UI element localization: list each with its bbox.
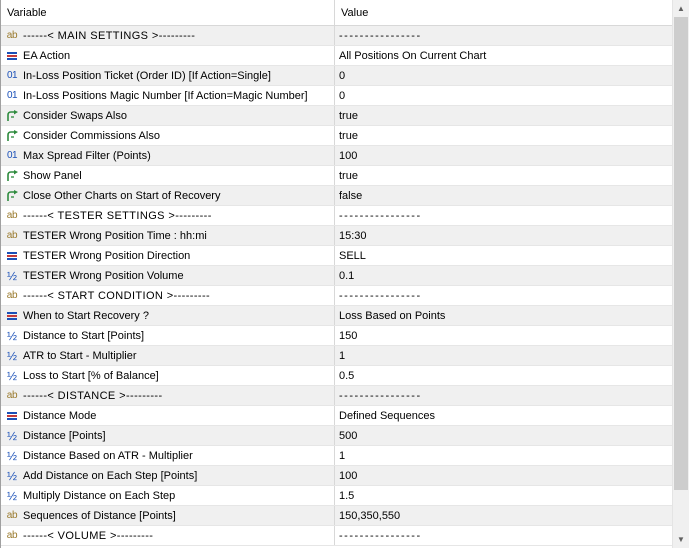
parameter-row[interactable] — [1, 246, 672, 266]
parameter-row[interactable] — [1, 406, 672, 426]
bool-type-icon — [5, 169, 19, 183]
enum-type-icon — [5, 409, 19, 423]
bool-type-icon — [5, 189, 19, 203]
parameter-value[interactable]: 100 — [339, 150, 358, 162]
string-type-icon: ab — [6, 509, 18, 521]
parameter-name: Show Panel — [23, 169, 82, 182]
parameter-value[interactable]: 100 — [339, 470, 358, 482]
parameter-name: Consider Swaps Also — [23, 109, 127, 122]
parameter-row[interactable] — [1, 46, 672, 66]
parameter-name-cell — [1, 166, 335, 185]
parameter-name-cell — [1, 466, 335, 485]
parameter-row[interactable] — [1, 146, 672, 166]
parameter-name: Consider Commissions Also — [23, 129, 160, 142]
section-separator-row[interactable] — [1, 26, 672, 46]
parameter-name: Sequences of Distance [Points] — [23, 509, 176, 522]
parameter-name: Distance Based on ATR - Multiplier — [23, 449, 193, 462]
parameter-name: Multiply Distance on Each Step — [23, 489, 176, 502]
parameter-name-cell — [1, 446, 335, 465]
integer-type-icon: 01 — [6, 149, 18, 161]
parameter-value[interactable]: true — [339, 130, 358, 142]
string-type-icon: ab — [6, 209, 18, 221]
parameter-name: ATR to Start - Multiplier — [23, 349, 137, 362]
parameter-name: When to Start Recovery ? — [23, 309, 149, 322]
vertical-scrollbar[interactable] — [672, 0, 689, 548]
parameter-name: ------< VOLUME >--------- — [23, 529, 154, 542]
parameter-row[interactable] — [1, 266, 672, 286]
parameter-name-cell — [1, 346, 335, 365]
parameter-row[interactable] — [1, 346, 672, 366]
enum-type-icon — [5, 249, 19, 263]
parameter-row[interactable] — [1, 506, 672, 526]
parameter-value[interactable]: ---------------- — [339, 30, 422, 42]
section-separator-row[interactable] — [1, 526, 672, 546]
parameter-value[interactable]: 1.5 — [339, 490, 355, 502]
parameter-name: ------< TESTER SETTINGS >--------- — [23, 209, 212, 222]
parameter-row[interactable] — [1, 166, 672, 186]
parameter-value[interactable]: 15:30 — [339, 230, 367, 242]
parameter-value[interactable]: 150,350,550 — [339, 510, 401, 522]
parameter-name: Max Spread Filter (Points) — [23, 149, 151, 162]
parameter-name-cell — [1, 66, 335, 85]
parameter-name: Distance [Points] — [23, 429, 106, 442]
parameter-value[interactable]: ---------------- — [339, 390, 422, 402]
integer-type-icon: 01 — [6, 69, 18, 81]
parameter-row[interactable] — [1, 426, 672, 446]
string-type-icon: ab — [6, 29, 18, 41]
parameter-row[interactable] — [1, 226, 672, 246]
parameter-name-cell — [1, 366, 335, 385]
bool-type-icon — [5, 109, 19, 123]
parameter-name-cell — [1, 126, 335, 145]
bool-type-icon — [5, 129, 19, 143]
parameter-value[interactable]: Loss Based on Points — [339, 310, 446, 322]
parameter-name-cell — [1, 426, 335, 445]
scroll-down-arrow-icon[interactable]: ▼ — [677, 535, 685, 544]
scroll-up-arrow-icon[interactable]: ▲ — [677, 4, 685, 13]
parameter-row[interactable] — [1, 186, 672, 206]
string-type-icon: ab — [6, 529, 18, 541]
parameter-name-cell — [1, 506, 335, 525]
parameter-name: ------< START CONDITION >--------- — [23, 289, 211, 302]
parameter-name-cell — [1, 486, 335, 505]
parameter-value[interactable]: SELL — [339, 250, 366, 262]
parameter-value[interactable]: All Positions On Current Chart — [339, 50, 487, 62]
string-type-icon: ab — [6, 289, 18, 301]
string-type-icon: ab — [6, 389, 18, 401]
parameter-row[interactable] — [1, 126, 672, 146]
parameter-name-cell — [1, 286, 335, 305]
parameter-name-cell — [1, 146, 335, 165]
parameter-name-cell — [1, 226, 335, 245]
parameter-value[interactable]: ---------------- — [339, 210, 422, 222]
parameter-name-cell — [1, 326, 335, 345]
parameter-row[interactable] — [1, 466, 672, 486]
parameter-name-cell — [1, 106, 335, 125]
parameter-value[interactable]: 1 — [339, 350, 346, 362]
parameter-value[interactable]: 1 — [339, 450, 346, 462]
parameter-row[interactable] — [1, 306, 672, 326]
parameter-value[interactable]: false — [339, 190, 363, 202]
parameter-name: TESTER Wrong Position Volume — [23, 269, 184, 282]
double-type-icon: ½ — [6, 488, 17, 503]
parameter-value[interactable]: Defined Sequences — [339, 410, 436, 422]
parameter-value[interactable]: true — [339, 170, 358, 182]
value-column-header[interactable]: Value — [341, 7, 369, 19]
parameter-name: EA Action — [23, 49, 71, 62]
parameter-name: ------< MAIN SETTINGS >--------- — [23, 29, 196, 42]
double-type-icon: ½ — [6, 428, 17, 443]
double-type-icon: ½ — [6, 448, 17, 463]
variable-column-header[interactable]: Variable — [1, 0, 335, 25]
parameter-row[interactable] — [1, 446, 672, 466]
parameter-row[interactable] — [1, 66, 672, 86]
parameter-name-cell — [1, 46, 335, 65]
parameter-row[interactable] — [1, 326, 672, 346]
parameter-name: ------< DISTANCE >--------- — [23, 389, 163, 402]
double-type-icon: ½ — [6, 348, 17, 363]
parameter-value[interactable]: ---------------- — [339, 530, 422, 542]
parameter-name: Loss to Start [% of Balance] — [23, 369, 159, 382]
enum-type-icon — [5, 49, 19, 63]
parameter-name: Close Other Charts on Start of Recovery — [23, 189, 221, 202]
parameter-name-cell — [1, 406, 335, 425]
parameter-name: Distance to Start [Points] — [23, 329, 145, 342]
parameter-row[interactable] — [1, 86, 672, 106]
parameter-name: TESTER Wrong Position Time : hh:mi — [23, 229, 207, 242]
parameter-name-cell — [1, 26, 335, 45]
parameter-name-cell — [1, 86, 335, 105]
double-type-icon: ½ — [6, 328, 17, 343]
parameter-value[interactable]: 0.1 — [339, 270, 355, 282]
parameter-name-cell — [1, 246, 335, 265]
section-separator-row[interactable] — [1, 206, 672, 226]
parameter-name-cell — [1, 206, 335, 225]
parameter-value[interactable]: 150 — [339, 330, 358, 342]
enum-type-icon — [5, 309, 19, 323]
parameter-name-cell — [1, 266, 335, 285]
parameter-row[interactable] — [1, 366, 672, 386]
integer-type-icon: 01 — [6, 89, 18, 101]
parameter-value[interactable]: ---------------- — [339, 290, 422, 302]
parameter-value[interactable]: true — [339, 110, 358, 122]
parameter-row[interactable] — [1, 486, 672, 506]
section-separator-row[interactable] — [1, 386, 672, 406]
parameter-value[interactable]: 0 — [339, 70, 346, 82]
parameter-name-cell — [1, 386, 335, 405]
parameter-name: Distance Mode — [23, 409, 97, 422]
double-type-icon: ½ — [6, 468, 17, 483]
parameter-value[interactable]: 0.5 — [339, 370, 355, 382]
parameter-name: Add Distance on Each Step [Points] — [23, 469, 198, 482]
parameter-name: In-Loss Position Ticket (Order ID) [If Action=Single] — [23, 69, 271, 82]
double-type-icon: ½ — [6, 368, 17, 383]
parameter-value[interactable]: 0 — [339, 90, 346, 102]
scrollbar-thumb[interactable] — [674, 17, 688, 490]
parameter-name: TESTER Wrong Position Direction — [23, 249, 191, 262]
grid-rows — [1, 26, 672, 546]
parameter-name-cell — [1, 526, 335, 545]
parameter-value[interactable]: 500 — [339, 430, 358, 442]
parameter-row[interactable] — [1, 106, 672, 126]
parameter-name: In-Loss Positions Magic Number [If Action=Magic Number] — [23, 89, 308, 102]
double-type-icon: ½ — [6, 268, 17, 283]
grid-header — [1, 0, 672, 26]
parameter-name-cell — [1, 306, 335, 325]
string-type-icon: ab — [6, 229, 18, 241]
section-separator-row[interactable] — [1, 286, 672, 306]
parameter-name-cell — [1, 186, 335, 205]
